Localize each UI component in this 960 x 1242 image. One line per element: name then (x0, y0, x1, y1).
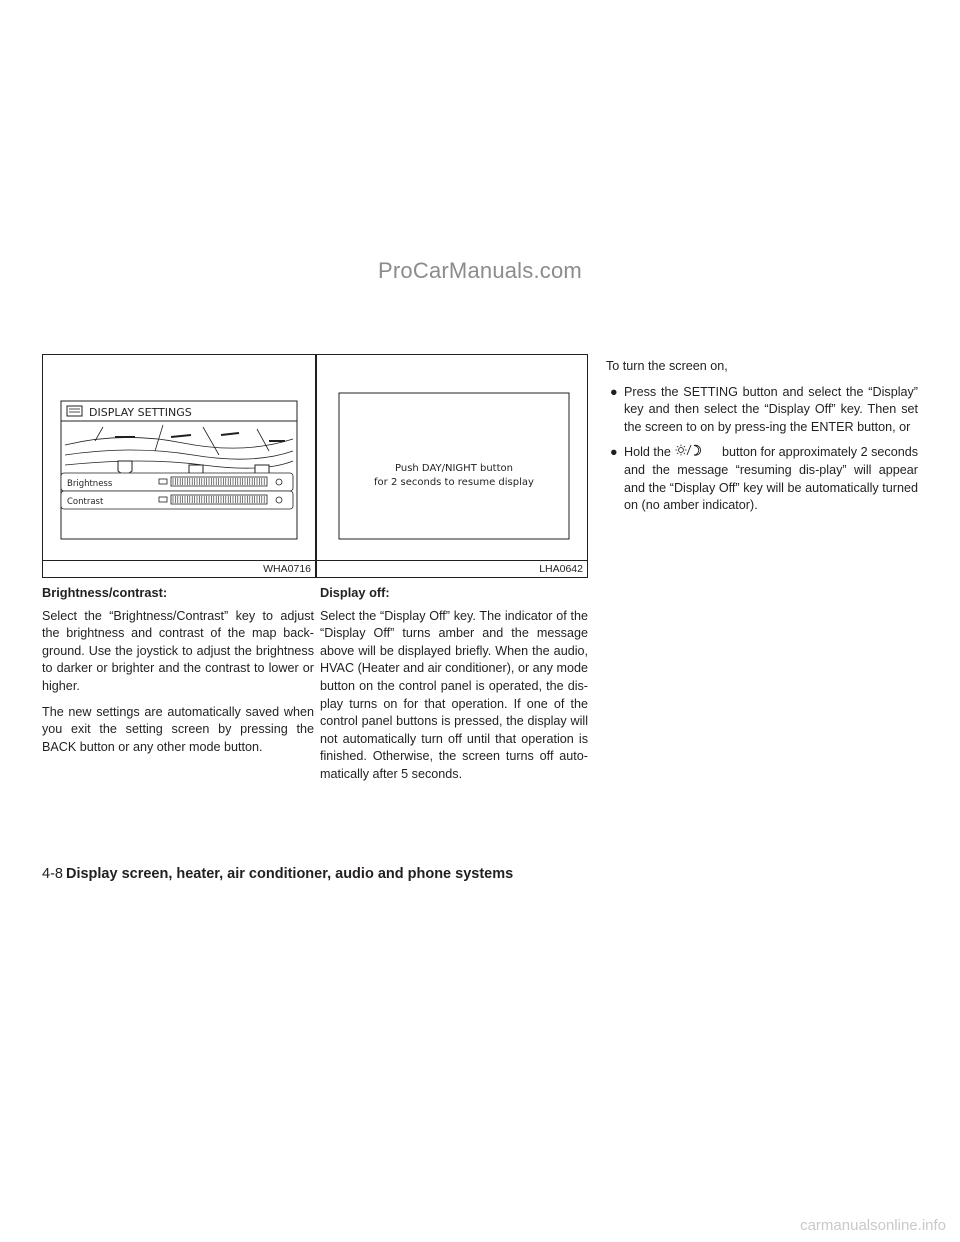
bullet-text-post: button for approximately 2 seconds and the message “resuming dis-play” will appear and the “Display Off” key will be automatically turned on (no amber indicator). (624, 445, 919, 513)
list-item (606, 384, 918, 437)
intro-text: To turn the screen on, (606, 359, 728, 373)
bullet-mark: ● (610, 445, 618, 460)
figure-display-off (316, 354, 588, 578)
watermark-procarmanuals: ProCarManuals.com (378, 258, 582, 283)
bullet-text-pre: Hold the (624, 445, 671, 460)
figure-label: WHA0716 (263, 563, 311, 575)
screen-title: DISPLAY SETTINGS (89, 406, 192, 419)
resume-message-line1: Push DAY/NIGHT button (395, 463, 513, 474)
figure-display-settings (42, 354, 316, 578)
column-turn-on (606, 358, 918, 523)
bullet-text: Press the SETTING button and select the “Display” key and then select the “Display Off” key. Then set the screen to on by press-ing the ENTER button, or (624, 384, 918, 434)
brightness-label: Brightness (67, 479, 113, 489)
contrast-label: Contrast (67, 497, 104, 507)
heading-display-off: Display off: (320, 585, 390, 600)
map-background (65, 425, 293, 468)
watermark-carmanualsonline: carmanualsonline.info (800, 1217, 946, 1234)
list-item (606, 444, 918, 514)
paragraph: Select the “Brightness/Contrast” key to adjust the brightness and contrast of the map back-ground. Use the joystick to adjust the brightness to darker or brighter and the contrast to lower or higher. (42, 608, 314, 693)
column-display-off (320, 584, 588, 792)
sun-moon-icon (674, 444, 718, 458)
heading-brightness-contrast: Brightness/contrast: (42, 585, 168, 600)
resume-message-line2: for 2 seconds to resume display (374, 477, 534, 488)
section-title: Display screen, heater, air conditioner, audio and phone systems (65, 866, 514, 882)
figure-label: LHA0642 (539, 563, 583, 575)
page-number: 4-8 (42, 866, 63, 882)
display-off-screen (317, 355, 587, 561)
column-brightness-contrast (42, 584, 314, 764)
paragraph: The new settings are automatically saved when you exit the setting screen by pressing the BACK button or any other mode button. (42, 704, 314, 754)
paragraph: Select the “Display Off” key. The indicator of the “Display Off” turns amber and the message above will be displayed briefly. When the audio, HVAC (Heater and air conditioner), or any mode button on the control panel is operated, the dis-play turns on for that operation. If one of the control panel buttons is pressed, the display will not automatically turn off until that operation is finished. Otherwise, the screen turns off auto-matically after 5 seconds. (320, 608, 588, 781)
settings-icon (67, 406, 82, 416)
bullet-mark: ● (610, 384, 618, 399)
page-footer (42, 866, 513, 882)
display-settings-screen (43, 355, 315, 561)
